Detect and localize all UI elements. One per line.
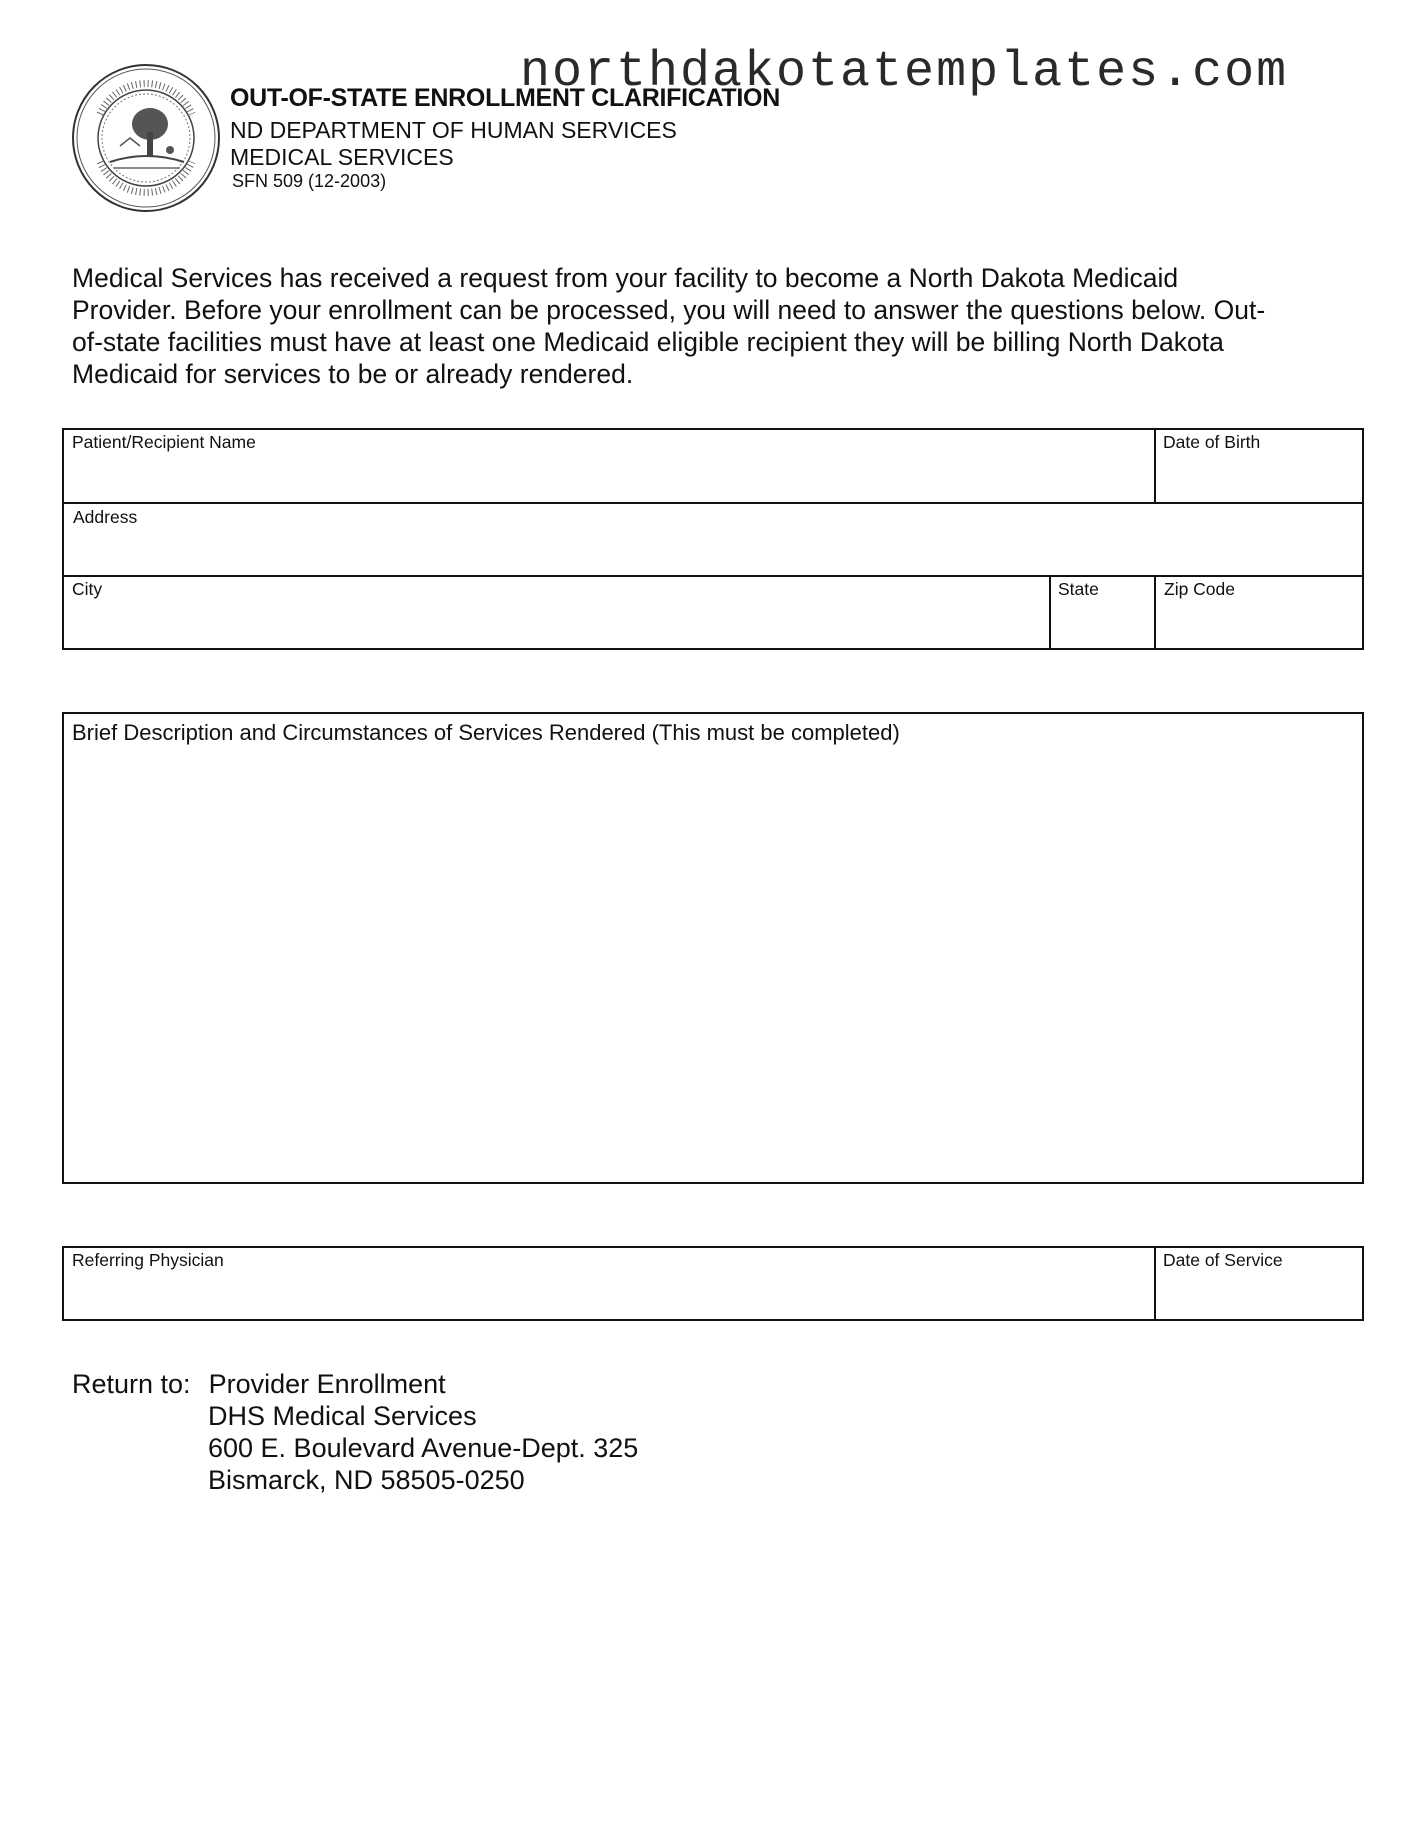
return-address [72,1368,638,1496]
intro-line: Medical Services has received a request from your facility to become a North Dakota Medicaid [72,263,1179,293]
physician-info-box [62,1246,1364,1321]
state-field[interactable] [1051,577,1152,648]
referring-physician-label: Referring Physician [72,1250,224,1270]
return-address-line: 600 E. Boulevard Avenue-Dept. 325 [208,1433,639,1463]
watermark: northdakotatemplates.com [520,44,1289,101]
description-label: Brief Description and Circumstances of Services Rendered (This must be completed) [72,720,900,745]
patient-name-label: Patient/Recipient Name [72,432,256,452]
date-of-service-field[interactable] [1156,1248,1362,1319]
intro-line: Medicaid for services to be or already rendered. [72,359,634,389]
department-name: ND DEPARTMENT OF HUMAN SERVICES [230,117,677,143]
referring-physician-field[interactable] [64,1248,1152,1319]
date-of-birth-field[interactable] [1156,430,1362,502]
return-address-line-1 [72,1368,638,1400]
great-seal-icon [70,62,222,214]
description-field[interactable] [62,712,1364,1184]
division-name: MEDICAL SERVICES [230,144,454,170]
return-address-line: Provider Enrollment [208,1369,446,1399]
date-of-birth-label: Date of Birth [1163,432,1261,452]
return-to-label: Return to: [72,1369,191,1399]
intro-paragraph [72,262,1352,390]
intro-line: Provider. Before your enrollment can be processed, you will need to answer the questions below. Out- [72,295,1266,325]
return-address-line: Bismarck, ND 58505-0250 [208,1465,525,1495]
zip-code-field[interactable] [1156,577,1362,648]
city-label: City [72,579,103,599]
city-field[interactable] [64,577,1047,648]
form-title: OUT-OF-STATE ENROLLMENT CLARIFICATION [230,84,780,112]
return-address-line: DHS Medical Services [208,1401,477,1431]
date-of-service-label: Date of Service [1163,1250,1283,1270]
address-label: Address [73,507,138,527]
state-label: State [1058,579,1099,599]
form-number: SFN 509 (12-2003) [232,171,387,191]
address-field[interactable] [64,504,1362,575]
intro-line: of-state facilities must have at least one Medicaid eligible recipient they will be billing North Dakota [72,327,1224,357]
recipient-info-box [62,428,1364,650]
zip-code-label: Zip Code [1164,579,1236,599]
patient-name-field[interactable] [64,430,1152,502]
